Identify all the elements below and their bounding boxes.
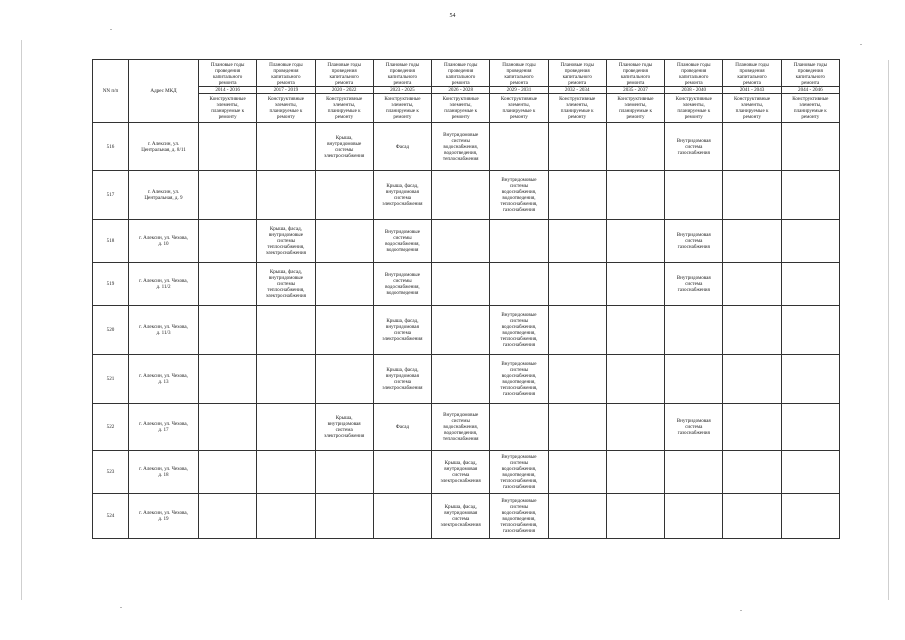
header-elements-cell: Конструктивные элементы, планируемые к ремонту [257, 94, 315, 123]
repair-cell [257, 306, 315, 355]
header-period-years: 2032 - 2034 [549, 86, 606, 93]
repair-cell [199, 451, 257, 494]
header-period-years: 2038 - 2040 [665, 86, 722, 93]
header-row-periods [93, 60, 840, 94]
table-row [93, 355, 840, 404]
repair-cell [723, 171, 781, 220]
repair-cell [665, 306, 723, 355]
repair-cell: Внутридомовые системы водоснабжения, водоотведения [373, 220, 431, 263]
repair-cell [606, 263, 664, 306]
repair-cell [665, 451, 723, 494]
repair-cell [373, 494, 431, 539]
repair-cell: Внутридомовая система газоснабжения [665, 220, 723, 263]
row-number: 524 [93, 494, 129, 539]
repair-cell [606, 355, 664, 404]
repair-cell [606, 451, 664, 494]
repair-cell [315, 494, 373, 539]
repair-cell [432, 220, 490, 263]
repair-cell [723, 355, 781, 404]
repair-cell [781, 263, 839, 306]
repair-cell [665, 171, 723, 220]
header-period-cell [665, 60, 723, 94]
repair-cell [315, 171, 373, 220]
repair-cell [781, 494, 839, 539]
header-period-label: Плановые годы проведения капитального ремонта [735, 62, 769, 86]
repair-cell [257, 404, 315, 451]
header-period-cell [548, 60, 606, 94]
repair-cell: Крыша, фасад, внутридомовая система электроснабжения [373, 171, 431, 220]
header-elements-cell: Конструктивные элементы, планируемые к ремонту [723, 94, 781, 123]
repair-cell [199, 263, 257, 306]
row-address: г. Алексин, ул. Чехова, д. 10 [129, 220, 199, 263]
repair-cell: Внутридомовые системы водоснабжения, водоотведения [373, 263, 431, 306]
repair-cell [373, 451, 431, 494]
header-period-cell [432, 60, 490, 94]
repair-cell [490, 123, 548, 171]
repair-cell [781, 451, 839, 494]
header-row-elements [93, 94, 840, 123]
table-row [93, 494, 840, 539]
repair-cell [315, 220, 373, 263]
header-address: Адрес МКД [129, 60, 199, 123]
repair-cell [548, 451, 606, 494]
table-row [93, 306, 840, 355]
header-period-label: Плановые годы проведения капитального ремонта [327, 62, 361, 86]
repair-cell [432, 171, 490, 220]
repair-cell [315, 263, 373, 306]
scan-margin-line-right [888, 60, 889, 600]
header-elements-cell: Конструктивные элементы, планируемые к ремонту [490, 94, 548, 123]
header-row-number: NN п/п [93, 60, 129, 123]
table-row [93, 404, 840, 451]
header-elements-cell: Конструктивные элементы, планируемые к ремонту [606, 94, 664, 123]
header-elements-cell: Конструктивные элементы, планируемые к ремонту [548, 94, 606, 123]
repair-cell [781, 171, 839, 220]
capital-repair-schedule-table [92, 59, 840, 539]
repair-cell [490, 220, 548, 263]
header-period-cell [315, 60, 373, 94]
row-number: 520 [93, 306, 129, 355]
repair-cell [723, 263, 781, 306]
table-row [93, 171, 840, 220]
repair-cell [490, 404, 548, 451]
repair-cell: Внутридомовые системы водоснабжения, водоотведения, теплоснабжения, газоснабжения [490, 451, 548, 494]
row-number: 519 [93, 263, 129, 306]
header-period-label: Плановые годы проведения капитального ремонта [385, 62, 420, 86]
header-period-cell [373, 60, 431, 94]
header-period-years: 2029 - 2031 [490, 86, 547, 93]
repair-cell: Фасад [373, 123, 431, 171]
repair-cell [257, 494, 315, 539]
header-period-cell [490, 60, 548, 94]
header-period-years: 2020 - 2022 [316, 86, 373, 93]
header-period-cell [257, 60, 315, 94]
header-elements-cell: Конструктивные элементы, планируемые к ремонту [665, 94, 723, 123]
header-period-label: Плановые годы проведения капитального ремонта [677, 62, 711, 86]
header-period-label: Плановые годы проведения капитального ремонта [210, 62, 245, 86]
repair-cell [257, 355, 315, 404]
row-address: г. Алексин, ул. Центральная, д. 9 [129, 171, 199, 220]
header-elements-cell: Конструктивные элементы, планируемые к ремонту [199, 94, 257, 123]
repair-cell: Крыша, фасад, внутридомовая система электроснабжения [373, 355, 431, 404]
page-number: 54 [449, 13, 456, 19]
repair-cell: Крыша, внутридомовая система электроснабжения [315, 404, 373, 451]
header-elements-cell: Конструктивные элементы, планируемые к ремонту [373, 94, 431, 123]
repair-cell [548, 306, 606, 355]
repair-cell [257, 451, 315, 494]
row-address: г. Алексин, ул. Чехова, д. 11/2 [129, 263, 199, 306]
repair-cell [723, 306, 781, 355]
repair-cell [548, 355, 606, 404]
repair-cell: Внутридомовые системы водоснабжения, водоотведения, теплоснабжения [432, 404, 490, 451]
header-period-label: Плановые годы проведения капитального ремонта [793, 62, 828, 86]
repair-cell [548, 171, 606, 220]
repair-cell: Внутридомовые системы водоснабжения, водоотведения, теплоснабжения, газоснабжения [490, 494, 548, 539]
repair-cell: Внутридомовая система газоснабжения [665, 404, 723, 451]
repair-cell: Внутридомовые системы водоснабжения, водоотведения, теплоснабжения, газоснабжения [490, 355, 548, 404]
row-address: г. Алексин, ул. Чехова, д. 17 [129, 404, 199, 451]
repair-cell [257, 171, 315, 220]
row-number: 522 [93, 404, 129, 451]
scan-margin-line-left [21, 40, 22, 600]
repair-cell: Крыша, фасад, внутридомовые системы теплоснабжения, электроснабжения [257, 263, 315, 306]
row-number: 516 [93, 123, 129, 171]
table-row [93, 263, 840, 306]
repair-cell: Внутридомовая система газоснабжения [665, 123, 723, 171]
header-elements-cell: Конструктивные элементы, планируемые к ремонту [781, 94, 839, 123]
repair-cell [606, 123, 664, 171]
header-period-cell [781, 60, 839, 94]
repair-cell [781, 123, 839, 171]
header-period-label: Плановые годы проведения капитального ремонта [502, 62, 536, 86]
repair-cell: Крыша, фасад, внутридомовая система электроснабжения [432, 494, 490, 539]
header-period-years: 2026 - 2028 [432, 86, 489, 93]
repair-cell [432, 306, 490, 355]
repair-cell [548, 220, 606, 263]
header-elements-cell: Конструктивные элементы, планируемые к ремонту [315, 94, 373, 123]
scan-speck [120, 607, 122, 608]
repair-cell [606, 494, 664, 539]
repair-cell [781, 404, 839, 451]
header-period-cell [606, 60, 664, 94]
header-period-label: Плановые годы проведения капитального ремонта [269, 62, 303, 86]
repair-cell [548, 123, 606, 171]
repair-cell [548, 494, 606, 539]
repair-cell [606, 220, 664, 263]
repair-cell [606, 404, 664, 451]
table-row [93, 451, 840, 494]
row-number: 518 [93, 220, 129, 263]
header-period-years: 2041 - 2043 [723, 86, 780, 93]
repair-cell [723, 404, 781, 451]
header-period-cell [199, 60, 257, 94]
header-period-years: 2014 - 2016 [199, 86, 256, 93]
repair-cell [665, 355, 723, 404]
repair-cell: Крыша, фасад, внутридомовые системы теплоснабжения, электроснабжения [257, 220, 315, 263]
repair-cell [199, 306, 257, 355]
repair-cell [781, 355, 839, 404]
row-number: 521 [93, 355, 129, 404]
repair-cell [315, 355, 373, 404]
scan-speck [860, 44, 862, 45]
repair-cell [548, 263, 606, 306]
repair-cell: Крыша, фасад, внутридомовая система электроснабжения [373, 306, 431, 355]
repair-cell [199, 123, 257, 171]
row-number: 517 [93, 171, 129, 220]
repair-cell: Внутридомовые системы водоснабжения, водоотведения, теплоснабжения [432, 123, 490, 171]
repair-cell [199, 355, 257, 404]
repair-cell [723, 494, 781, 539]
repair-cell [723, 123, 781, 171]
repair-cell: Крыша, внутридомовые системы электроснабжения [315, 123, 373, 171]
row-address: г. Алексин, ул. Чехова, д. 18 [129, 451, 199, 494]
header-period-years: 2023 - 2025 [374, 86, 431, 93]
row-address: г. Алексин, ул. Центральная, д. 8/11 [129, 123, 199, 171]
repair-cell [199, 171, 257, 220]
repair-cell [315, 451, 373, 494]
header-period-label: Плановые годы проведения капитального ремонта [443, 62, 478, 86]
repair-cell [606, 306, 664, 355]
row-address: г. Алексин, ул. Чехова, д. 13 [129, 355, 199, 404]
repair-cell [315, 306, 373, 355]
repair-cell: Фасад [373, 404, 431, 451]
header-period-cell [723, 60, 781, 94]
repair-cell: Внутридомовая система газоснабжения [665, 263, 723, 306]
repair-cell [432, 263, 490, 306]
scan-speck [110, 29, 112, 30]
header-period-label: Плановые годы проведения капитального ремонта [560, 62, 594, 86]
scan-speck [740, 610, 742, 611]
repair-cell [432, 355, 490, 404]
repair-cell [606, 171, 664, 220]
header-period-label: Плановые годы проведения капитального ремонта [618, 62, 653, 86]
repair-cell [665, 494, 723, 539]
repair-cell [199, 494, 257, 539]
table-row [93, 220, 840, 263]
repair-cell [723, 220, 781, 263]
repair-cell [199, 404, 257, 451]
repair-cell [548, 404, 606, 451]
repair-cell [199, 220, 257, 263]
row-address: г. Алексин, ул. Чехова, д. 11/3 [129, 306, 199, 355]
header-period-years: 2044 - 2046 [782, 86, 839, 93]
repair-cell: Внутридомовые системы водоснабжения, водоотведения, теплоснабжения, газоснабжения [490, 171, 548, 220]
repair-cell [781, 306, 839, 355]
row-number: 523 [93, 451, 129, 494]
repair-cell [490, 263, 548, 306]
repair-cell [257, 123, 315, 171]
repair-cell: Крыша, фасад, внутридомовая система электроснабжения [432, 451, 490, 494]
header-period-years: 2017 - 2019 [257, 86, 314, 93]
row-address: г. Алексин, ул. Чехова, д. 19 [129, 494, 199, 539]
header-elements-cell: Конструктивные элементы, планируемые к ремонту [432, 94, 490, 123]
table-row [93, 123, 840, 171]
repair-cell: Внутридомовые системы водоснабжения, водоотведения, теплоснабжения, газоснабжения [490, 306, 548, 355]
header-period-years: 2035 - 2037 [607, 86, 664, 93]
repair-cell [723, 451, 781, 494]
repair-cell [781, 220, 839, 263]
